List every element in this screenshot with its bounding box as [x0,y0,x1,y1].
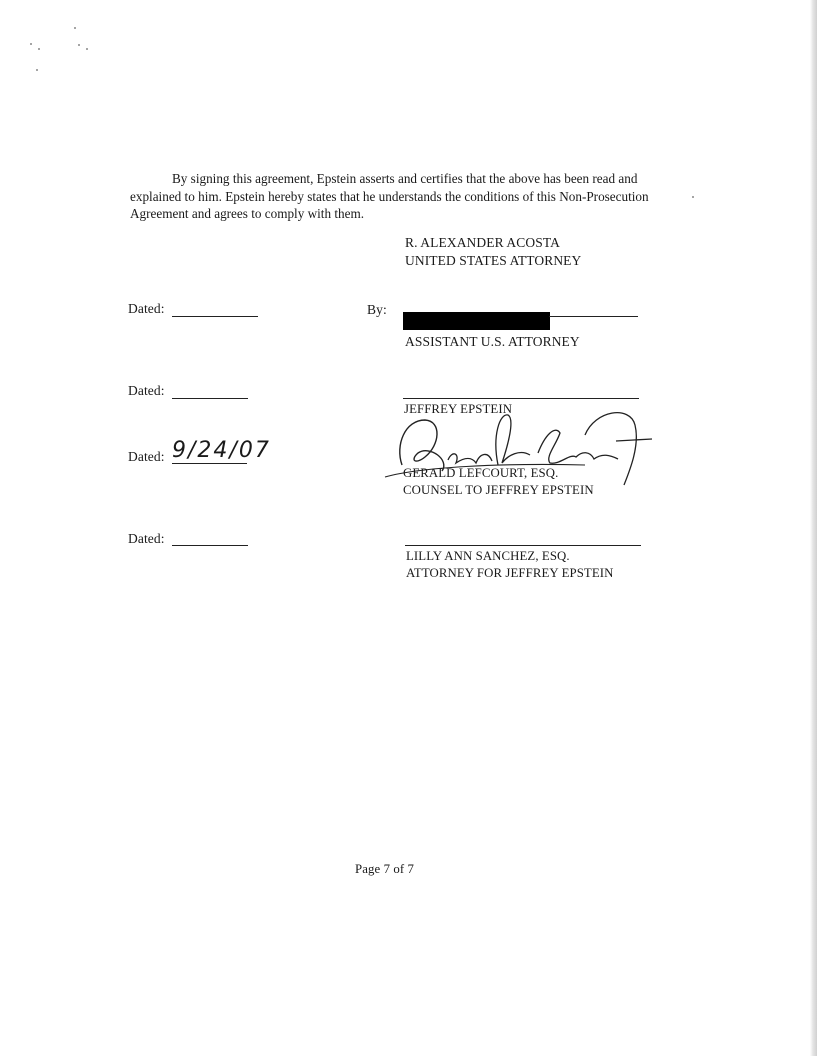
dated-label: Dated: [128,301,165,316]
date-line [172,398,248,399]
epstein-name: JEFFREY EPSTEIN [404,402,513,416]
lefcourt-name: GERALD LEFCOURT, ESQ. [403,466,559,480]
handwritten-date: 9/24/07 [172,438,271,463]
signature-line [403,398,639,399]
by-label: By: [367,302,387,317]
sanchez-name: LILLY ANN SANCHEZ, ESQ. [406,549,570,563]
certification-paragraph: By signing this agreement, Epstein asserts and certifies that the above has been read and explained to him. Epstein hereby states that he understands the conditions of this Non-Prosecution Agreement and agrees to comply with them. [130,171,649,221]
usao-title: UNITED STATES ATTORNEY [405,253,582,268]
signature-line [405,545,641,546]
redaction-bar [403,312,550,330]
scan-speck [30,43,32,45]
dated-label: Dated: [128,531,165,546]
scan-speck [38,48,40,50]
signature-line [549,316,638,317]
date-line [172,463,247,464]
scan-speck [86,48,88,50]
scan-speck [36,69,38,71]
scan-speck [78,44,80,46]
ausa-title: ASSISTANT U.S. ATTORNEY [405,334,580,349]
date-line [172,316,258,317]
page-number: Page 7 of 7 [355,862,415,876]
dated-label: Dated: [128,449,165,464]
scan-speck [692,196,694,198]
scan-edge-shadow [810,0,817,1056]
sanchez-title: ATTORNEY FOR JEFFREY EPSTEIN [406,566,614,580]
usao-name: R. ALEXANDER ACOSTA [405,235,560,250]
date-line [172,545,248,546]
scan-speck [74,27,76,29]
dated-label: Dated: [128,383,165,398]
lefcourt-title: COUNSEL TO JEFFREY EPSTEIN [403,483,594,497]
